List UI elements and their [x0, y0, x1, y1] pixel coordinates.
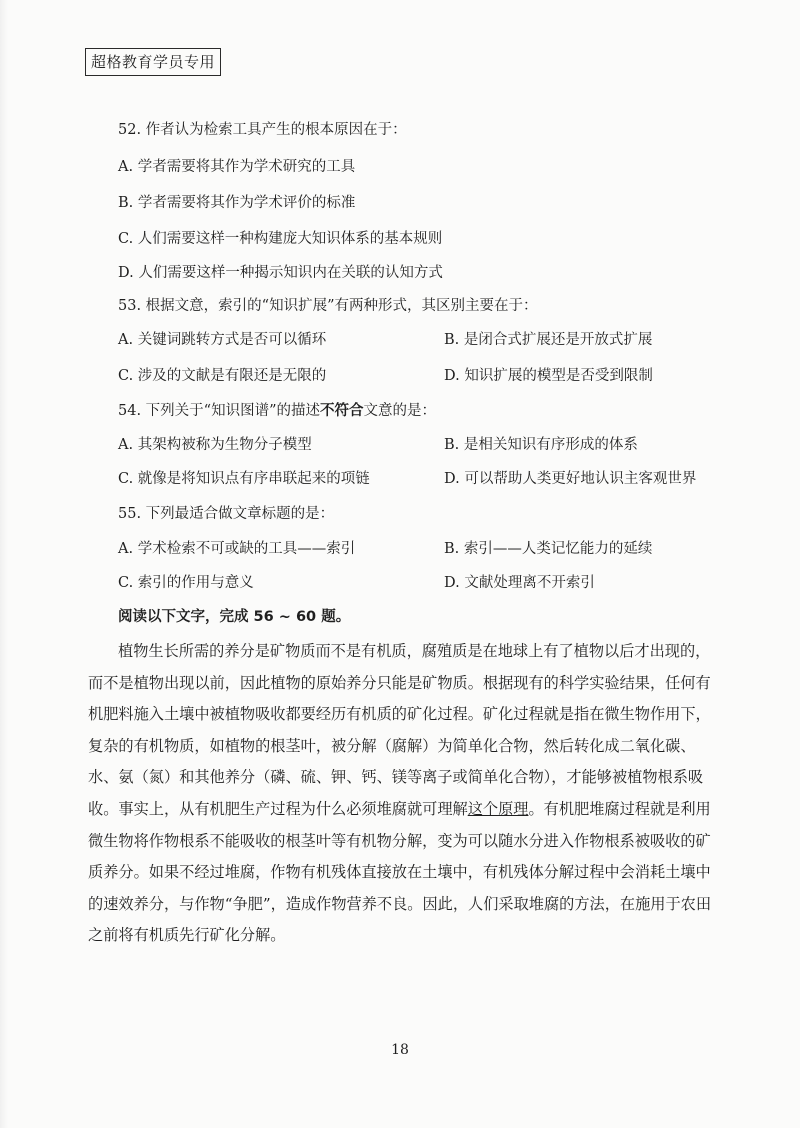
page-number: 18: [391, 1042, 409, 1058]
question-55-option-d: D. 文献处理离不开索引: [444, 575, 595, 591]
question-55-option-a: A. 学术检索不可或缺的工具——索引: [118, 541, 356, 557]
question-54-option-c: C. 就像是将知识点有序串联起来的项链: [118, 471, 370, 487]
reading-passage-underlined: 这个原理: [467, 799, 529, 818]
reading-passage: [88, 636, 724, 952]
question-54-option-a: A. 其架构被称为生物分子模型: [118, 437, 312, 453]
question-54-stem-emphasis: 不符合: [320, 402, 364, 419]
question-52-option-b: B. 学者需要将其作为学术评价的标准: [118, 195, 356, 211]
question-53-option-b: B. 是闭合式扩展还是开放式扩展: [444, 332, 653, 348]
question-55-stem: 55. 下列最适合做文章标题的是：: [118, 506, 335, 522]
question-54-stem-pre: 54. 下列关于“知识图谱”的描述: [118, 403, 320, 419]
question-53-option-d: D. 知识扩展的模型是否受到限制: [444, 368, 653, 384]
question-52-option-a: A. 学者需要将其作为学术研究的工具: [118, 159, 356, 175]
question-53-stem: 53. 根据文意，索引的“知识扩展”有两种形式，其区别主要在于：: [118, 298, 538, 314]
question-55-option-c: C. 索引的作用与意义: [118, 575, 254, 591]
question-54-option-d: D. 可以帮助人类更好地认识主客观世界: [444, 471, 697, 487]
question-53-option-c: C. 涉及的文献是有限还是无限的: [118, 368, 327, 384]
scan-edge: [0, 0, 8, 1128]
question-53-option-a: A. 关键词跳转方式是否可以循环: [118, 332, 327, 348]
question-52-stem: 52. 作者认为检索工具产生的根本原因在于：: [118, 122, 407, 138]
reading-heading: 阅读以下文字，完成 56 ~ 60 题。: [118, 609, 351, 625]
question-52-option-d: D. 人们需要这样一种揭示知识内在关联的认知方式: [118, 265, 443, 281]
reading-passage-part-2: 。有机肥堆腐过程就是利用微生物将作物根系不能吸收的根茎叶等有机物分解，变为可以随水分进入作物根系被吸收的矿质养分。如果不经过堆腐，作物有机残体直接放在土壤中，有机残体分解过程中会消耗土壤中的速效养分，与作物“争肥”，造成作物营养不良。因此，人们采取堆腐的方法，在施用于农田之前将有机质先行矿化分解。: [88, 799, 712, 945]
header-stamp: 超格教育学员专用: [85, 48, 221, 76]
question-55-option-b: B. 索引——人类记忆能力的延续: [444, 541, 653, 557]
reading-passage-part-1: 植物生长所需的养分是矿物质而不是有机质，腐殖质是在地球上有了植物以后才出现的，而不是植物出现以前，因此植物的原始养分只能是矿物质。根据现有的科学实验结果，任何有机肥料施入土壤中被植物吸收都要经历有机质的矿化过程。矿化过程就是指在微生物作用下，复杂的有机物质，如植物的根茎叶，被分解（腐解）为简单化合物，然后转化成二氧化碳、水、氨（氮）和其他养分（磷、硫、钾、钙、镁等离子或简单化合物），才能够被植物根系吸收。事实上，从有机肥生产过程为什么必须堆腐就可理解: [88, 642, 711, 818]
question-52-option-c: C. 人们需要这样一种构建庞大知识体系的基本规则: [118, 231, 443, 247]
question-54-option-b: B. 是相关知识有序形成的体系: [444, 437, 638, 453]
question-54-stem-post: 文意的是：: [363, 403, 436, 419]
question-54-stem: [118, 401, 436, 421]
